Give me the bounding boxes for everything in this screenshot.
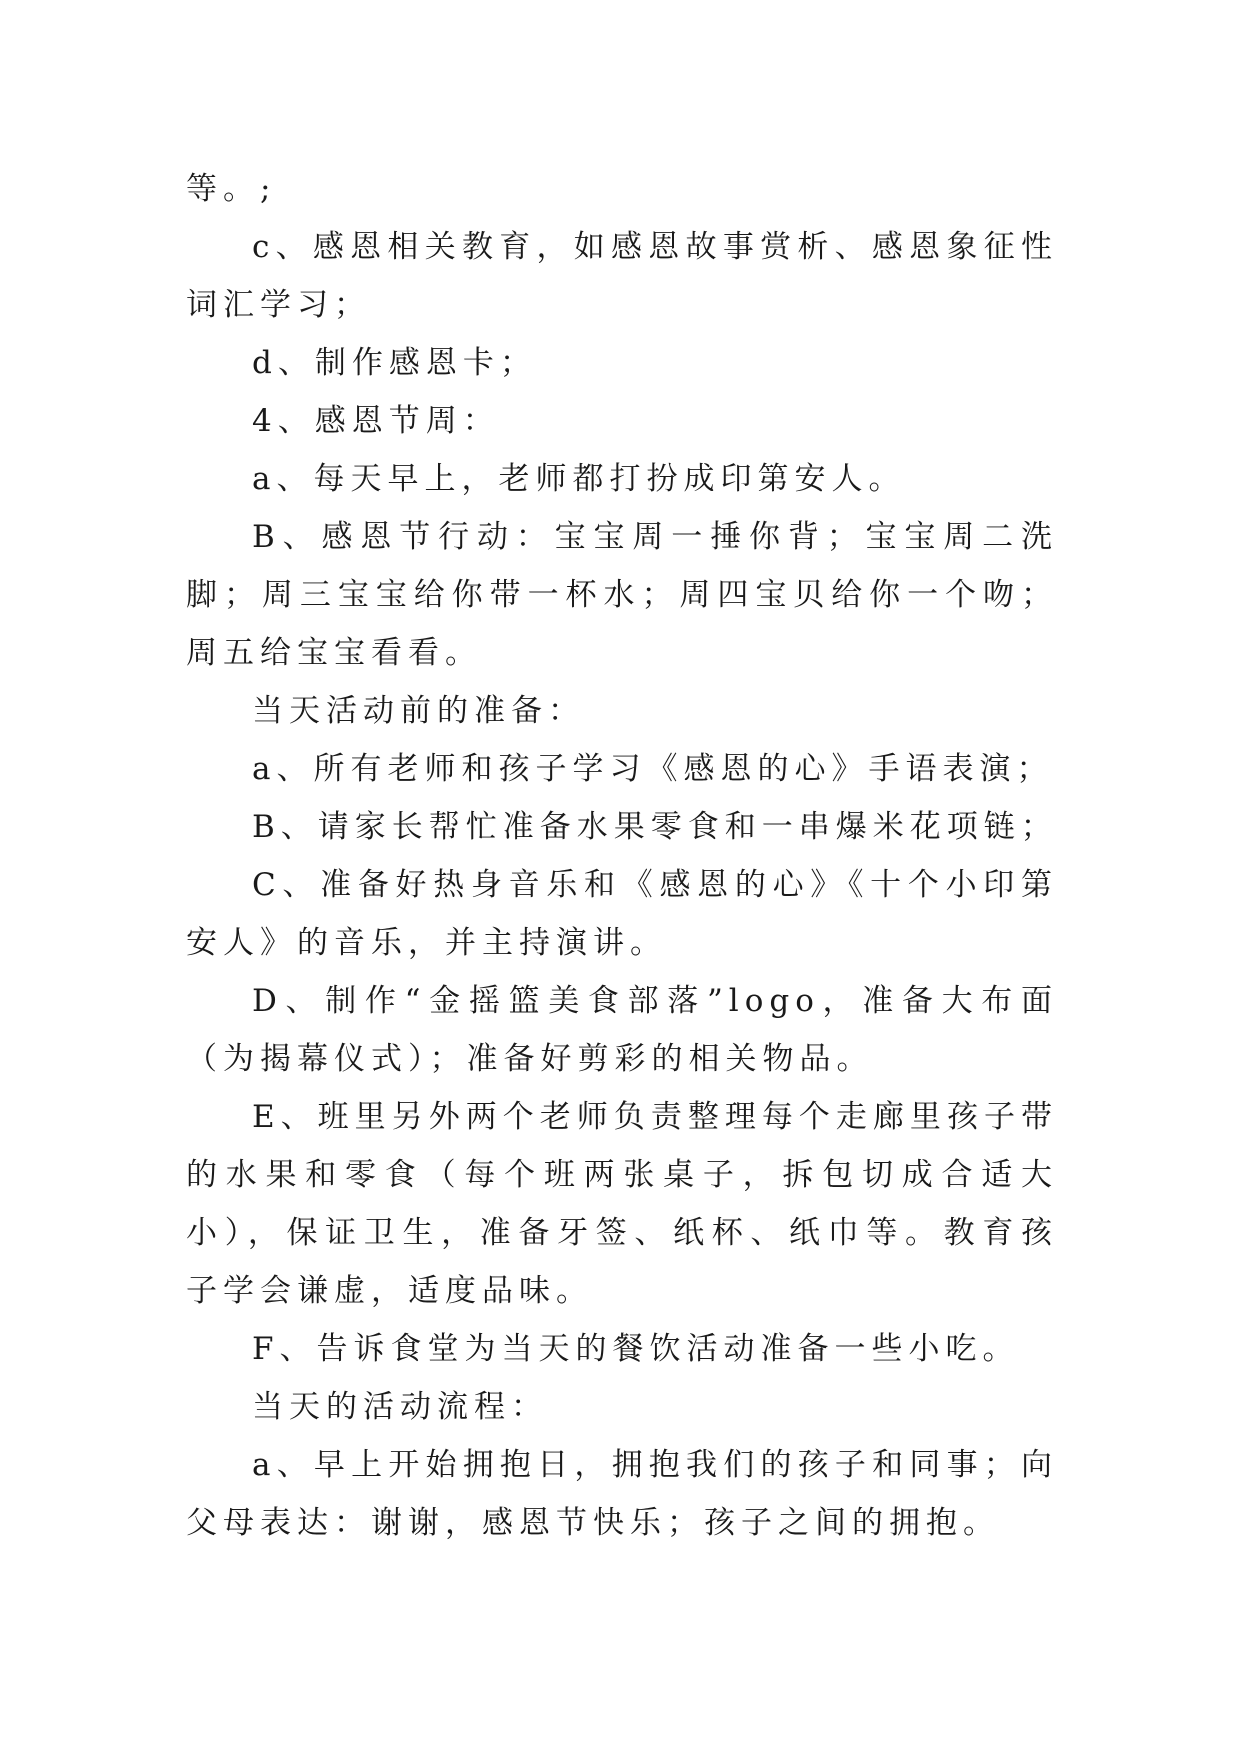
paragraph: a、所有老师和孩子学习《感恩的心》手语表演； — [252, 751, 1054, 787]
paragraph: F、告诉食堂为当天的餐饮活动准备一些小吃。 — [252, 1331, 1020, 1367]
paragraph: a、每天早上，老师都打扮成印第安人。 — [252, 461, 906, 497]
paragraph: 4、感恩节周： — [252, 403, 500, 439]
paragraph: c、感恩相关教育，如感恩故事赏析、感恩象征性词汇学习； — [186, 229, 1058, 323]
paragraph: B、感恩节行动：宝宝周一捶你背；宝宝周二洗脚；周三宝宝给你带一杯水；周四宝贝给你一个吻；周五给宝宝看看。 — [186, 519, 1058, 671]
document-body — [186, 160, 1058, 1552]
paragraph: 当天的活动流程： — [252, 1389, 548, 1425]
paragraph: d、制作感恩卡； — [252, 345, 537, 381]
paragraph: B、请家长帮忙准备水果零食和一串爆米花项链； — [252, 809, 1058, 845]
paragraph: 等。; — [186, 171, 277, 207]
paragraph: C、准备好热身音乐和《感恩的心》《十个小印第安人》的音乐，并主持演讲。 — [186, 867, 1058, 961]
paragraph: 当天活动前的准备： — [252, 693, 585, 729]
paragraph: E、班里另外两个老师负责整理每个走廊里孩子带的水果和零食（每个班两张桌子，拆包切成合适大小），保证卫生，准备牙签、纸杯、纸巾等。教育孩子学会谦虚，适度品味。 — [186, 1099, 1058, 1309]
paragraph: a、早上开始拥抱日，拥抱我们的孩子和同事；向父母表达：谢谢，感恩节快乐；孩子之间的拥抱。 — [186, 1447, 1058, 1541]
paragraph: D、制作“金摇篮美食部落”logo，准备大布面（为揭幕仪式）；准备好剪彩的相关物品。 — [186, 983, 1058, 1077]
